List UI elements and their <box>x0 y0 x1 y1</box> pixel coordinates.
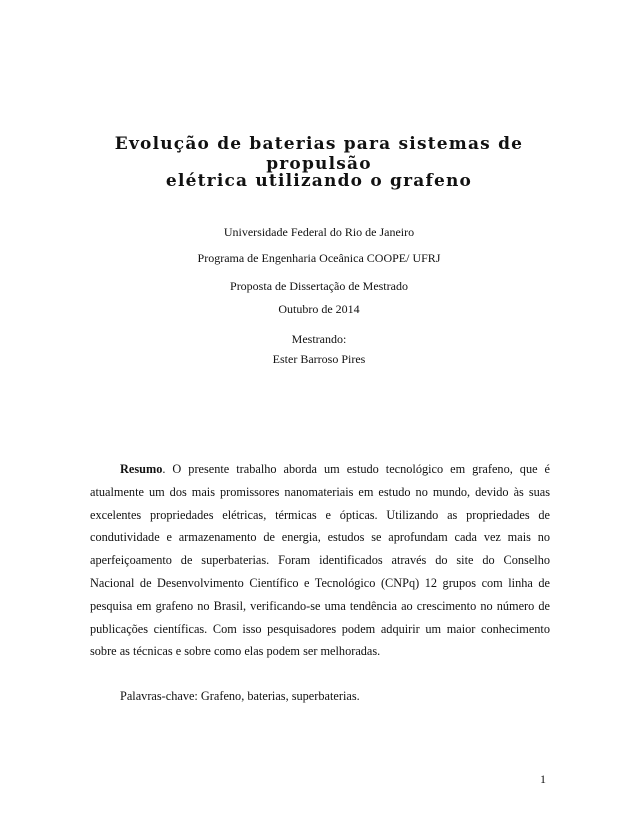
proposal-date: Outubro de 2014 <box>278 302 360 316</box>
abstract-line-9: sobre as técnicas e sobre como elas podem ser melhoradas. <box>90 644 381 659</box>
abstract-paragraph <box>90 458 550 663</box>
abstract-line-1-text: . O presente trabalho aborda um estudo tecnológico em grafeno, que é <box>162 462 550 476</box>
abstract-line-1 <box>90 458 550 481</box>
keywords: Palavras-chave: Grafeno, baterias, superbaterias. <box>120 689 360 703</box>
abstract-line-4: condutividade e armazenamento de energia, estudos se aprofundam cada vez mais no <box>90 530 550 545</box>
title-line-1: Evolução de baterias para sistemas de propulsão <box>114 134 524 174</box>
author-label: Mestrando: <box>291 332 347 346</box>
abstract-line-5: aperfeiçoamento de superbaterias. Foram identificados através do site do Conselho <box>90 553 550 568</box>
title-line-2: elétrica utilizando o grafeno <box>165 171 473 191</box>
abstract-line-8: publicações científicas. Com isso pesquisadores podem adquirir um maior conhecimento <box>90 621 550 636</box>
author-name: Ester Barroso Pires <box>272 352 366 366</box>
abstract-label: Resumo <box>120 462 163 476</box>
abstract-line-6: Nacional de Desenvolvimento Científico e Tecnológico (CNPq) 12 grupos com linha de <box>90 575 550 590</box>
abstract-line-7: pesquisa em grafeno no Brasil, verificando-se uma tendência ao crescimento no número de <box>90 598 550 613</box>
program-name: Programa de Engenharia Oceânica COOPE/ UFRJ <box>197 251 441 265</box>
proposal-type: Proposta de Dissertação de Mestrado <box>230 279 408 293</box>
abstract-line-2: atualmente um dos mais promissores nanomateriais em estudo no mundo, devido às suas <box>90 484 550 499</box>
page-number: 1 <box>540 772 546 786</box>
abstract-line-3: excelentes propriedades elétricas, térmicas e ópticas. Utilizando as propriedades de <box>90 507 550 522</box>
university-name: Universidade Federal do Rio de Janeiro <box>223 225 415 239</box>
